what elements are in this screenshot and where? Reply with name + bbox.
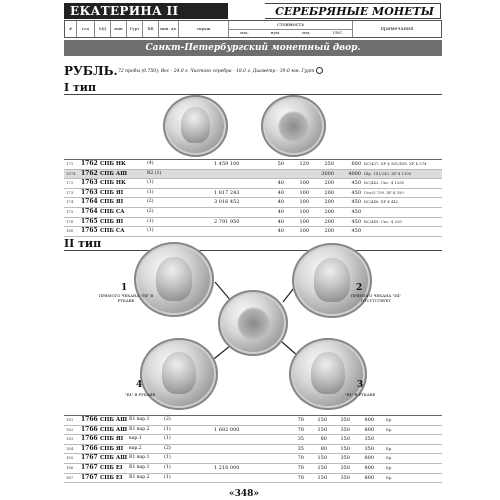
cell-mintage: 1 218 000 (214, 464, 240, 471)
cell-v1: 70 (297, 474, 304, 481)
cell-rr: (4) (147, 161, 154, 166)
cell-v2: 150 (317, 455, 327, 462)
cell-rr: R1 вар.1 (129, 464, 150, 470)
cell-v2: 150 (317, 464, 327, 471)
cell-mint: СПБ АШ (100, 426, 128, 433)
cell-mint: СПБ ЯI (100, 189, 124, 196)
cell-year: 1766 (81, 444, 98, 452)
coin-number-1: 1 (121, 283, 128, 293)
table-row (64, 454, 442, 464)
cell-mint: СПБ ЯI (100, 445, 124, 452)
cell-q: (1) (164, 474, 171, 480)
cell-v4: 350 (364, 445, 374, 452)
cell-mint: СПБ АШ (100, 455, 128, 462)
cell-v3: 3000 (321, 170, 334, 177)
cell-v1: 70 (297, 464, 304, 471)
coin-caption-3: "Е4" В РУКАВЕ (344, 392, 376, 397)
cell-n: 184 (66, 445, 74, 451)
header-title: ЕКАТЕРИНА II (64, 3, 228, 19)
col-md: МД (95, 21, 111, 37)
cell-v2: 120 (299, 161, 309, 167)
header-section: СЕРЕБРЯНЫЕ МОНЕТЫ (265, 3, 441, 19)
cell-mintage: 1 459 100 (214, 161, 240, 167)
cell-note: Бр. (386, 417, 393, 422)
col-value-title: стоимость (229, 21, 352, 30)
cell-mintage: 3 016 452 (214, 199, 240, 206)
cell-n: 180 (66, 228, 74, 234)
cell-v3: 200 (324, 199, 334, 206)
cell-v2: 100 (299, 189, 309, 196)
col-edge: Гурт (127, 21, 143, 37)
cell-v3: 250 (324, 161, 334, 167)
cell-v4: 450 (351, 228, 361, 235)
cell-v4: 450 (351, 218, 361, 225)
cell-year: 1765 (81, 217, 98, 225)
col-mint: мин (111, 21, 127, 37)
cell-rr: (2) (147, 208, 154, 214)
cell-rr: вар.1 (129, 436, 142, 442)
cell-rr: (1) (147, 228, 154, 234)
cell-year: 1766 (81, 416, 98, 423)
coin-caption-1: ПРЯМОГО ЧЕКАНА "Е4" В РУКАВЕ (98, 293, 154, 303)
cell-q: (1) (164, 464, 171, 470)
cell-rr: вар.2 (129, 445, 142, 451)
cell-year: 1765 (81, 227, 98, 235)
table-row (64, 445, 442, 455)
cell-v1: 35 (297, 445, 304, 452)
cell-n: 1674 (66, 170, 76, 176)
cell-v1: 50 (277, 161, 284, 167)
table-row (64, 435, 442, 445)
cell-n: 172 (66, 180, 74, 186)
cell-year: 1763 (81, 188, 98, 196)
cell-v3: 350 (340, 455, 350, 462)
cell-n: 187 (66, 474, 74, 480)
cell-mint: СПБ ЯI (100, 436, 124, 443)
cell-note: КС/446. XF $ 442 (364, 199, 399, 205)
cell-mint: СПБ НК (100, 161, 126, 167)
cell-v3: 200 (324, 189, 334, 196)
cell-v2: 150 (317, 474, 327, 481)
cell-v3: 200 (324, 208, 334, 215)
cell-n: 171 (66, 161, 74, 166)
cell-mint: СПБ ЕI (100, 474, 123, 481)
col-grade-2: нум. (270, 30, 281, 35)
cell-v1: 40 (277, 218, 284, 225)
cell-q: (2) (164, 417, 171, 422)
cell-rr: R2 (1) (147, 170, 162, 176)
table-row (64, 474, 442, 484)
cell-v4: 450 (351, 189, 361, 196)
cell-v1: 40 (277, 189, 284, 196)
cell-rr: R1 вар.2 (129, 474, 150, 480)
col-mint-yard: мин. дв. (159, 21, 179, 37)
cell-year: 1766 (81, 435, 98, 443)
col-grade-4: UNC (332, 30, 343, 35)
cell-year: 1767 (81, 473, 98, 481)
cell-v3: 150 (340, 436, 350, 443)
cell-q: (1) (164, 426, 171, 432)
cell-n: 176 (66, 218, 74, 224)
coin-title: РУБЛЬ. (64, 64, 118, 78)
mint-banner: Санкт-Петербургский монетный двор. (64, 40, 442, 56)
cell-v1: 70 (297, 455, 304, 462)
coin-caption-2: ПРЯМОГО ЧЕКАНА "Е4" ОТСУТСТВУЕТ (350, 293, 402, 303)
cell-v2: 100 (299, 180, 309, 187)
cell-v1: 35 (297, 436, 304, 443)
cell-v3: 350 (340, 426, 350, 433)
cell-n: 175 (66, 208, 74, 214)
cell-v1: 40 (277, 208, 284, 215)
cell-v3: 200 (324, 180, 334, 187)
cell-v4: 450 (351, 199, 361, 206)
cell-v4: 450 (351, 208, 361, 215)
coin-reverse-type2 (218, 290, 288, 356)
coin-variant-3 (289, 338, 367, 410)
cell-v1: 70 (297, 426, 304, 433)
table-row (64, 464, 442, 474)
cell-mint: СПБ АШ (100, 417, 128, 423)
cell-n: 174 (66, 199, 74, 205)
cell-v2: 80 (320, 436, 327, 443)
coin-number-2: 2 (356, 283, 363, 293)
cell-v1: 70 (297, 417, 304, 423)
cell-v2: 150 (317, 426, 327, 433)
cell-v4: 800 (364, 474, 374, 481)
cell-note: Бр. (386, 455, 393, 461)
type-1-label: I тип (64, 81, 97, 94)
coin-number-3: 3 (357, 380, 364, 390)
cell-v3: 200 (324, 218, 334, 225)
cell-year: 1764 (81, 207, 98, 215)
cell-v1: 40 (277, 199, 284, 206)
cell-v2: 150 (317, 417, 327, 423)
cell-v4: 800 (364, 426, 374, 433)
cell-mint: СПБ ЯI (100, 218, 124, 225)
page-number: «348» (229, 489, 260, 499)
cell-rr: (1) (147, 189, 154, 195)
table-type2 (64, 415, 442, 483)
cell-mint: СПБ ЯI (100, 199, 124, 206)
cell-q: (2) (164, 445, 171, 451)
coin-specs-text: 72 пробы (0.750); Вес - 24.0 г. Чистого серебра - 18.0 г. Диаметр - 39.0 мм. Гурт (118, 69, 315, 74)
cell-note: Шр. 141/243. XF $ 1300 (364, 170, 412, 176)
col-notes: примечания (380, 26, 414, 32)
cell-mint: СПБ СА (100, 228, 125, 235)
cell-rr: (1) (147, 218, 154, 224)
type-2-label: II тип (64, 237, 102, 250)
cell-v4: 350 (364, 436, 374, 443)
cell-mintage: 1 817 243 (214, 189, 240, 196)
col-grade-1: изд. (240, 30, 249, 35)
cell-v3: 200 (324, 228, 334, 235)
cell-rr: (1) (147, 180, 154, 186)
cell-year: 1766 (81, 425, 98, 433)
cell-n: 182 (66, 426, 74, 432)
cell-v4: 450 (351, 180, 361, 187)
cell-v4: 4000 (348, 170, 361, 177)
cell-n: 185 (66, 455, 74, 461)
cell-year: 1767 (81, 454, 98, 462)
cell-v3: 350 (340, 464, 350, 471)
cell-n: 183 (66, 436, 74, 442)
coin-variant-4 (140, 338, 218, 410)
cell-rr: R1 вар.2 (129, 426, 150, 432)
cell-v2: 100 (299, 218, 309, 225)
cell-v3: 150 (340, 445, 350, 452)
cell-mint: СПБ СА (100, 208, 125, 215)
cell-n: 173 (66, 189, 74, 195)
cell-note: Бр. (386, 474, 393, 480)
cell-n: 186 (66, 464, 74, 470)
cell-v2: 100 (299, 199, 309, 206)
cell-note: КС/449. Unc. $ 520 (364, 218, 402, 224)
cell-mint: СПБ НК (100, 180, 126, 187)
table-row (64, 426, 442, 436)
cell-year: 1762 (81, 160, 98, 167)
cell-mintage: 1 682 000 (214, 426, 240, 433)
cell-v3: 350 (340, 417, 350, 423)
cell-q: (1) (164, 436, 171, 442)
cell-v1: 40 (277, 228, 284, 235)
cell-rr: R1 вар.1 (129, 455, 150, 461)
cell-note: КС/442. Unc. $ 1265 (364, 180, 405, 186)
cell-v2: 100 (299, 228, 309, 235)
cell-v4: 600 (351, 161, 361, 167)
coin-number-4: 4 (136, 380, 143, 390)
cell-mintage: 2 791 950 (214, 218, 240, 225)
col-year: год (77, 21, 95, 37)
col-grade-3: изд. (302, 30, 311, 35)
cell-note: Unc/3 739. XF $ 350 (364, 189, 404, 195)
cell-v4: 800 (364, 417, 374, 423)
cell-note: Бр. (386, 464, 393, 470)
cell-note: КС/437. XF $ 561/438. XF $ 574 (364, 161, 427, 166)
table-row (64, 416, 442, 426)
cell-year: 1762 (81, 169, 98, 177)
cell-q: (1) (164, 455, 171, 461)
cell-year: 1763 (81, 179, 98, 187)
cell-year: 1764 (81, 198, 98, 206)
cell-v2: 80 (320, 445, 327, 452)
coin-caption-4: "Е4" В РУКАВЕ (124, 392, 156, 397)
cell-v4: 800 (364, 464, 374, 471)
coin-variant-1 (134, 242, 214, 317)
cell-v1: 40 (277, 180, 284, 187)
col-rr: RR (143, 21, 159, 37)
coin-variant-2 (292, 243, 372, 318)
cell-v3: 350 (340, 474, 350, 481)
col-mintage: тираж (179, 21, 229, 37)
cell-mint: СПБ АШ (100, 170, 128, 177)
col-number: # (65, 21, 77, 37)
cell-n: 181 (66, 417, 74, 422)
cell-rr: R1 вар.1 (129, 417, 150, 422)
cell-note: Бр. (386, 445, 393, 451)
cell-v4: 800 (364, 455, 374, 462)
cell-year: 1767 (81, 463, 98, 471)
cell-note: Бр. (386, 426, 393, 432)
cell-mint: СПБ ЕI (100, 464, 123, 471)
cell-rr: (2) (147, 199, 154, 205)
cell-v2: 100 (299, 208, 309, 215)
